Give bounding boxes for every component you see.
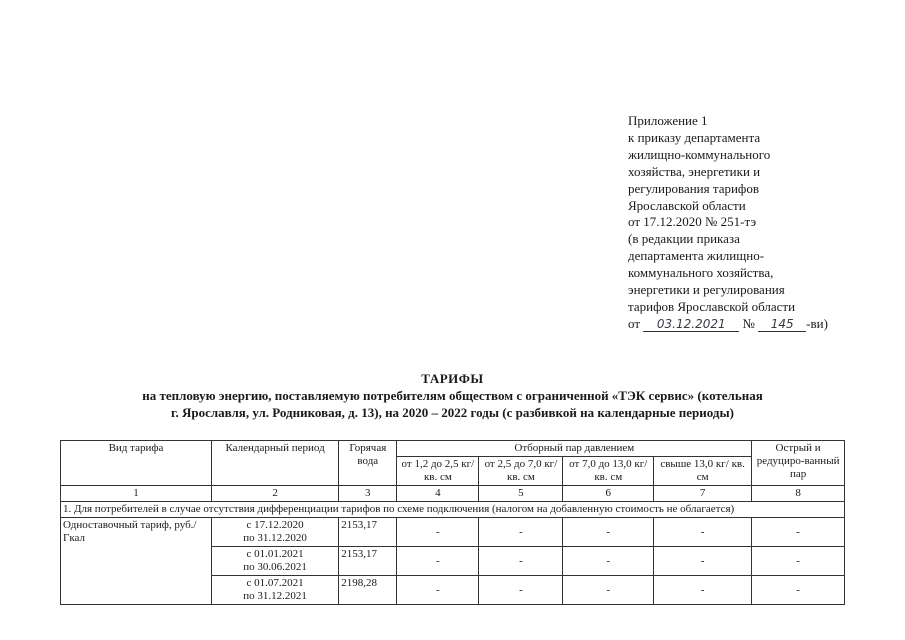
column-number: 1 <box>61 486 212 502</box>
column-number: 2 <box>211 486 338 502</box>
appendix-suffix: -ви) <box>806 315 828 331</box>
period-from: с 01.01.2021 <box>246 548 304 560</box>
title-line-2: г. Ярославля, ул. Родниковая, д. 13), на 2020 – 2022 годы (с разбивкой на календарные периоды) <box>171 405 734 420</box>
period-to: по 31.12.2021 <box>243 590 307 602</box>
pressure-3-value: - <box>563 518 654 547</box>
appendix-line: от 17.12.2020 № 251-тэ <box>628 214 757 230</box>
number-sign: № <box>742 315 755 331</box>
period-cell <box>211 547 338 576</box>
appendix-line: хозяйства, энергетики и <box>628 163 761 179</box>
appendix-line: энергетики и регулирования <box>628 282 785 298</box>
header-steam: Отборный пар давлением <box>397 441 752 457</box>
column-number: 7 <box>654 486 752 502</box>
hot-water-value: 2198,28 <box>339 576 397 605</box>
period-cell <box>211 518 338 547</box>
tariffs-table <box>60 440 845 605</box>
pressure-3-value: - <box>563 547 654 576</box>
appendix-block <box>628 113 888 333</box>
title-heading: ТАРИФЫ <box>421 371 484 386</box>
header-pressure-2: от 2,5 до 7,0 кг/ кв. см <box>479 457 563 486</box>
appendix-edition-line <box>628 316 888 333</box>
appendix-from-prefix: от <box>628 315 641 331</box>
column-number: 6 <box>563 486 654 502</box>
hot-water-value: 2153,17 <box>339 547 397 576</box>
column-number-row <box>61 486 845 502</box>
pressure-4-value: - <box>654 576 752 605</box>
appendix-line: (в редакции приказа <box>628 231 740 247</box>
pressure-3-value: - <box>563 576 654 605</box>
document-title <box>60 370 845 421</box>
pressure-1-value: - <box>397 576 479 605</box>
period-from: с 01.07.2021 <box>246 577 304 589</box>
section-row <box>61 502 845 518</box>
pressure-4-value: - <box>654 547 752 576</box>
sharp-steam-value: - <box>752 518 845 547</box>
appendix-line: тарифов Ярославской области <box>628 298 796 314</box>
period-from: с 17.12.2020 <box>246 519 304 531</box>
section-1-label: 1. Для потребителей в случае отсутствия дифференциации тарифов по схеме подключения (налогом на добавленную стоимость не облагается) <box>61 502 845 518</box>
header-pressure-1: от 1,2 до 2,5 кг/ кв. см <box>397 457 479 486</box>
pressure-4-value: - <box>654 518 752 547</box>
period-to: по 31.12.2020 <box>243 532 307 544</box>
handwritten-number: 145 <box>758 318 806 332</box>
column-number: 4 <box>397 486 479 502</box>
period-cell <box>211 576 338 605</box>
appendix-line: к приказу департамента <box>628 129 761 145</box>
tariff-name: Одноставочный тариф, руб./Гкал <box>61 518 212 605</box>
pressure-2-value: - <box>479 518 563 547</box>
appendix-line: регулирования тарифов <box>628 180 759 196</box>
appendix-line: департамента жилищно- <box>628 248 765 264</box>
header-tariff-type: Вид тарифа <box>61 441 212 486</box>
title-line-1: на тепловую энергию, поставляемую потребителям обществом с ограниченной «ТЭК сервис» (котельная <box>142 388 763 403</box>
header-pressure-3: от 7,0 до 13,0 кг/ кв. см <box>563 457 654 486</box>
header-row <box>61 441 845 457</box>
appendix-line: коммунального хозяйства, <box>628 265 774 281</box>
sharp-steam-value: - <box>752 576 845 605</box>
header-hot-water: Горячая вода <box>339 441 397 486</box>
handwritten-date: 03.12.2021 <box>643 318 739 332</box>
table-row <box>61 518 845 547</box>
period-to: по 30.06.2021 <box>243 561 307 573</box>
pressure-2-value: - <box>479 547 563 576</box>
pressure-1-value: - <box>397 518 479 547</box>
header-period: Календарный период <box>211 441 338 486</box>
column-number: 8 <box>752 486 845 502</box>
pressure-2-value: - <box>479 576 563 605</box>
appendix-line: Приложение 1 <box>628 113 708 128</box>
header-sharp-steam: Острый и редуциро-ванный пар <box>752 441 845 486</box>
appendix-line: Ярославской области <box>628 197 746 213</box>
column-number: 3 <box>339 486 397 502</box>
hot-water-value: 2153,17 <box>339 518 397 547</box>
header-pressure-4: свыше 13,0 кг/ кв. см <box>654 457 752 486</box>
sharp-steam-value: - <box>752 547 845 576</box>
pressure-1-value: - <box>397 547 479 576</box>
column-number: 5 <box>479 486 563 502</box>
appendix-line: жилищно-коммунального <box>628 146 771 162</box>
